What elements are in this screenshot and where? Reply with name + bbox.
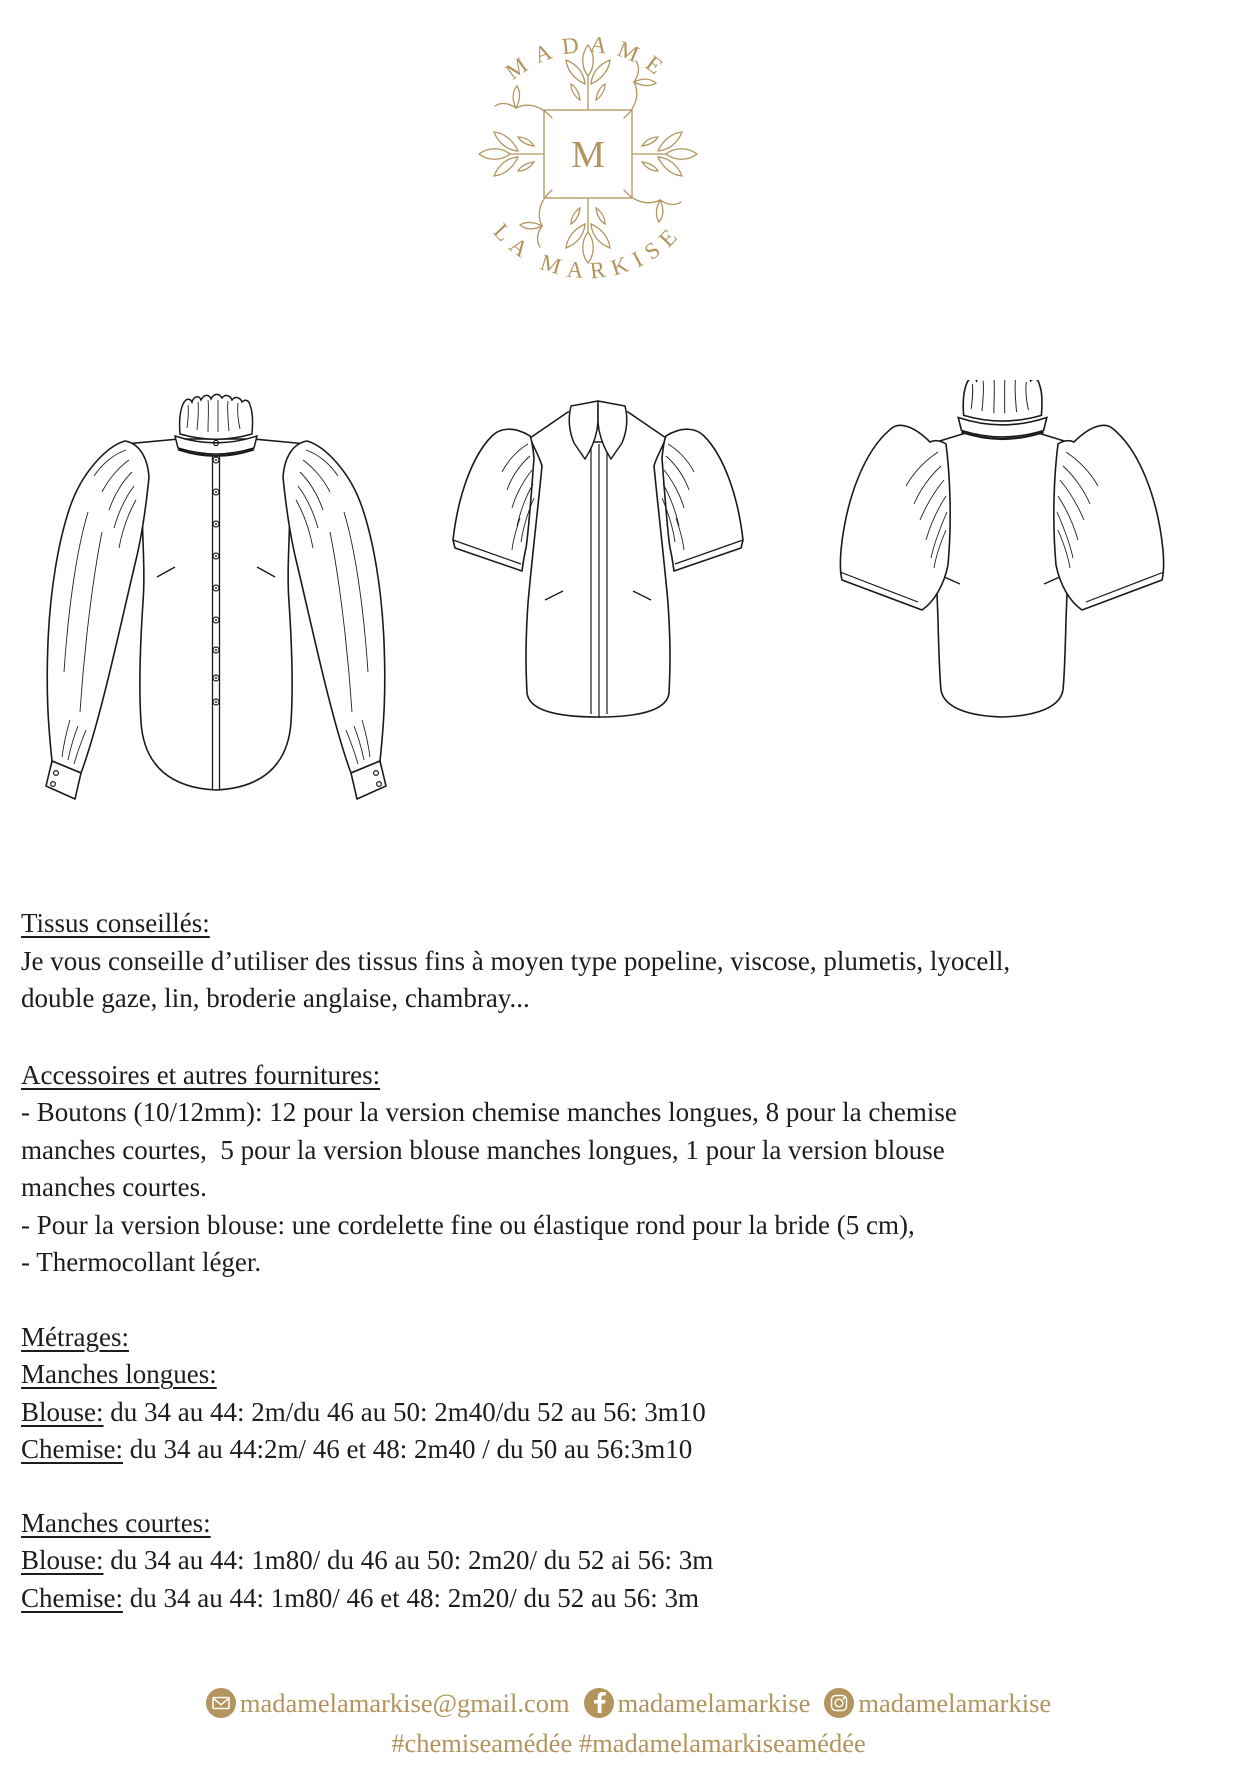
row-value: du 34 au 44: 1m80/ 46 et 48: 2m20/ du 52 au 56: 3m (123, 1582, 699, 1613)
blouse-short-sleeves-back-drawing (834, 380, 1166, 722)
section-heading-metrages: Métrages: (21, 1321, 129, 1352)
row-value: du 34 au 44:2m/ 46 et 48: 2m40 / du 50 au 56:3m10 (123, 1434, 693, 1464)
text-line: manches courtes. (21, 1172, 207, 1202)
row-value: du 34 au 44: 1m80/ du 46 au 50: 2m20/ du 52 ai 56: 3m (103, 1545, 714, 1575)
envelope-icon (206, 1688, 236, 1718)
yardage-row-blouse-longues (21, 1394, 1247, 1432)
instagram-camera-icon (824, 1688, 854, 1718)
shirt-short-sleeves-front-drawing (450, 398, 746, 720)
footer (0, 1684, 1257, 1762)
facebook-f-icon (584, 1688, 614, 1718)
yardage-row-chemise-courtes (21, 1580, 1247, 1618)
section-heading-accessoires: Accessoires et autres fournitures: (21, 1059, 381, 1090)
yardage-row-blouse-courtes (21, 1542, 1247, 1580)
brand-logo (462, 14, 714, 290)
text-line: - Pour la version blouse: une cordelette fine ou élastique rond pour la bride (5 cm), (21, 1209, 915, 1240)
section-heading-tissus: Tissus conseillés: (21, 908, 210, 938)
logo-arc-bottom-text: LA MARKISE (488, 218, 688, 284)
row-label: Blouse: (21, 1545, 104, 1575)
facebook-handle: madamelamarkise (617, 1688, 811, 1718)
text-line: - Boutons (10/12mm): 12 pour la version chemise manches longues, 8 pour la chemise (21, 1097, 957, 1127)
facebook-contact (584, 1684, 811, 1722)
subheading-manches-longues: Manches longues: (21, 1359, 217, 1389)
blouse-long-sleeves-front-drawing (22, 392, 394, 807)
row-value: du 34 au 44: 2m/du 46 au 50: 2m40/du 52 au 56: 3m10 (103, 1396, 706, 1427)
footer-hashtags: #chemiseamédée #madamelamarkiseamédée (391, 1728, 866, 1758)
logo-arc-top-text: MADAME (500, 31, 676, 86)
section-metrages (21, 1319, 1247, 1469)
text-line: - Thermocollant léger. (21, 1247, 262, 1277)
instructions-text (21, 905, 1247, 1617)
section-heading-manches-courtes: Manches courtes: (21, 1507, 211, 1538)
instagram-contact (824, 1684, 1051, 1722)
email-contact (206, 1684, 570, 1722)
instagram-handle: madamelamarkise (858, 1688, 1052, 1718)
section-tissus (21, 905, 1247, 1018)
logo-monogram: M (571, 134, 605, 176)
row-label: Chemise: (21, 1582, 123, 1613)
text-line: manches courtes, 5 pour la version blouse manches longues, 1 pour la version blouse (21, 1134, 945, 1165)
text-line: double gaze, lin, broderie anglaise, chambray... (21, 983, 530, 1013)
yardage-row-chemise-longues (21, 1431, 1247, 1469)
row-label: Blouse: (21, 1396, 104, 1427)
email-address: madamelamarkise@gmail.com (239, 1688, 570, 1718)
text-line: Je vous conseille d’utiliser des tissus fins à moyen type popeline, viscose, plumetis, lyocell, (21, 945, 1011, 976)
section-accessoires (21, 1057, 1247, 1282)
section-manches-courtes (21, 1505, 1247, 1618)
row-label: Chemise: (21, 1434, 123, 1464)
footer-contacts-row (0, 1684, 1257, 1722)
